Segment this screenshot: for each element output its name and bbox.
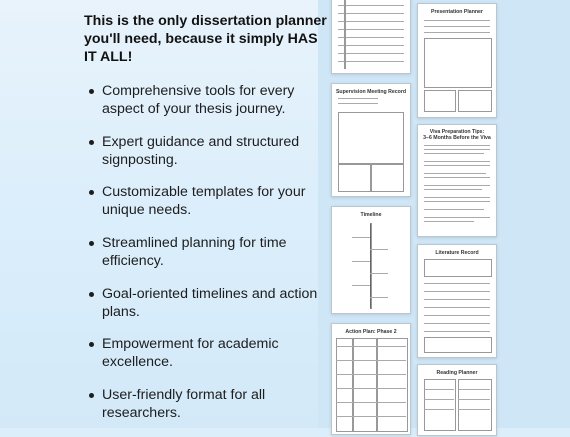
page-grid-thumbnail: [331, 0, 411, 74]
page-literature-record: Literature Record: [417, 244, 497, 358]
feature-item: Streamlined planning for time efficiency.: [86, 234, 326, 285]
bullet-dot: [89, 89, 94, 94]
page-timeline: Timeline: [331, 206, 411, 314]
bullet-dot: [89, 190, 94, 195]
feature-item: User-friendly format for all researchers.: [86, 386, 326, 437]
bullet-dot: [89, 241, 94, 246]
page-reading-planner: Reading Planner: [417, 364, 497, 436]
page-presentation-planner: Presentation Planner: [417, 3, 497, 118]
feature-item: Goal-oriented timelines and action plans.: [86, 285, 326, 336]
page-action-plan: Action Plan: Phase 2: [331, 323, 411, 435]
page-viva-preparation-tips: Viva Preparation Tips: 3–6 Months Before the Viva: [417, 124, 497, 237]
bullet-dot: [89, 342, 94, 347]
bullet-dot: [89, 393, 94, 398]
feature-item: Customizable templates for your unique needs.: [86, 183, 326, 234]
bullet-dot: [89, 292, 94, 297]
headline: This is the only dissertation planner you'll need, because it simply HAS IT ALL!: [84, 13, 327, 65]
page-supervision-meeting-record: Supervision Meeting Record: [331, 83, 411, 197]
feature-item: Empowerment for academic excellence.: [86, 335, 326, 386]
feature-item: Comprehensive tools for every aspect of your thesis journey.: [86, 82, 326, 133]
bullet-dot: [89, 140, 94, 145]
feature-list: [86, 82, 326, 437]
feature-item: Expert guidance and structured signposting.: [86, 133, 326, 184]
